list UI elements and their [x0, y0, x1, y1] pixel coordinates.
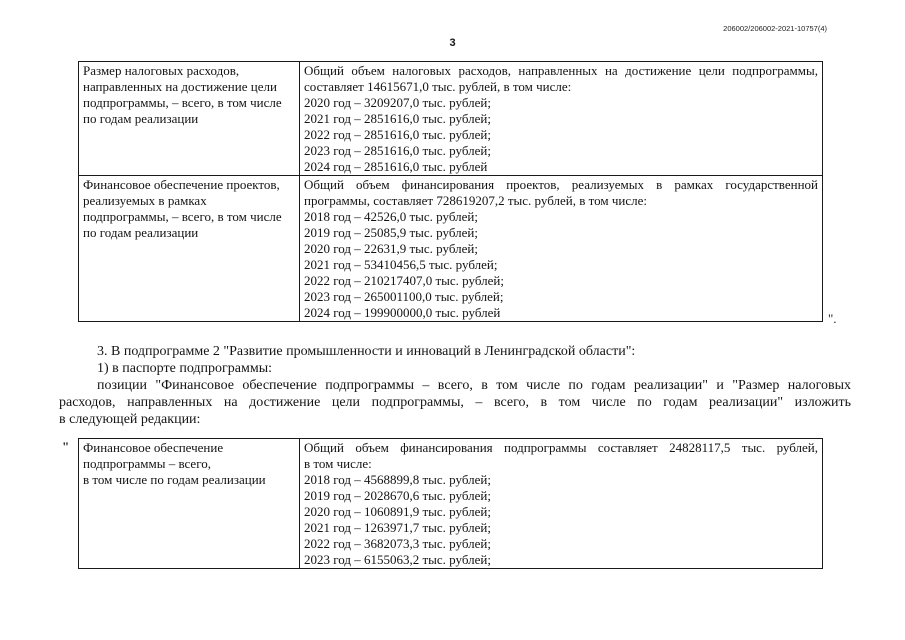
subsection-1: 1) в паспорте подпрограммы:: [97, 361, 273, 376]
row-label-line: Финансовое обеспечение проектов,: [83, 177, 280, 192]
row-value-cell: [300, 176, 823, 322]
year-amount: 2022 год – 2851616,0 тыс. рублей;: [304, 127, 491, 142]
instruction-line-1: позиции "Финансовое обеспечение подпрограммы – всего, в том числе по годам реализации" и "Размер налоговых: [97, 378, 851, 393]
year-amount: 2021 год – 53410456,5 тыс. рублей;: [304, 257, 498, 272]
year-amount: 2024 год – 199900000,0 тыс. рублей: [304, 305, 501, 320]
year-amount: 2023 год – 2851616,0 тыс. рублей;: [304, 143, 491, 158]
row-label-line: по годам реализации: [83, 111, 199, 126]
year-amount: 2018 год – 42526,0 тыс. рублей;: [304, 209, 478, 224]
year-amount: 2023 год – 6155063,2 тыс. рублей;: [304, 552, 491, 567]
row-label-line: в том числе по годам реализации: [83, 472, 266, 487]
year-amount: 2020 год – 1060891,9 тыс. рублей;: [304, 504, 491, 519]
row-label-line: реализуемых в рамках: [83, 193, 207, 208]
year-amount: 2019 год – 2028670,6 тыс. рублей;: [304, 488, 491, 503]
year-amount: 2020 год – 22631,9 тыс. рублей;: [304, 241, 478, 256]
value-intro-line: программы, составляет 728619207,2 тыс. рублей, в том числе:: [304, 193, 647, 208]
row-label-cell: [79, 62, 300, 176]
passport-table-1: [78, 61, 823, 322]
row-label-line: подпрограммы, – всего, в том числе: [83, 209, 282, 224]
year-amount: 2022 год – 210217407,0 тыс. рублей;: [304, 273, 504, 288]
row-label-cell: [79, 176, 300, 322]
opening-quote-mark: ": [62, 439, 70, 454]
year-amount: 2021 год – 1263971,7 тыс. рублей;: [304, 520, 491, 535]
value-intro-line: Общий объем финансирования подпрограммы составляет 24828117,5 тыс. рублей,: [304, 440, 818, 455]
row-value-cell: [300, 62, 823, 176]
table-row: [79, 439, 823, 569]
year-amount: 2019 год – 25085,9 тыс. рублей;: [304, 225, 478, 240]
year-amount: 2022 год – 3682073,3 тыс. рублей;: [304, 536, 491, 551]
year-amount: 2021 год – 2851616,0 тыс. рублей;: [304, 111, 491, 126]
year-amount: 2018 год – 4568899,8 тыс. рублей;: [304, 472, 491, 487]
row-label-cell: [79, 439, 300, 569]
value-intro-line: в том числе:: [304, 456, 372, 471]
table-row: [79, 176, 823, 322]
row-label-line: подпрограммы – всего,: [83, 456, 211, 471]
value-intro-line: составляет 14615671,0 тыс. рублей, в том числе:: [304, 79, 572, 94]
document-id: 206002/206002-2021-10757(4): [723, 24, 827, 33]
passport-table-2: [78, 438, 823, 569]
row-label-line: по годам реализации: [83, 225, 199, 240]
section-item-3: 3. В подпрограмме 2 "Развитие промышленности и инноваций в Ленинградской области":: [97, 344, 636, 359]
instruction-line-3: в следующей редакции:: [59, 412, 201, 427]
row-label-line: подпрограммы, – всего, в том числе: [83, 95, 282, 110]
value-intro-line: Общий объем налоговых расходов, направленных на достижение цели подпрограммы,: [304, 63, 818, 78]
closing-quote-mark: ".: [828, 311, 837, 326]
row-value-cell: [300, 439, 823, 569]
year-amount: 2024 год – 2851616,0 тыс. рублей: [304, 159, 488, 174]
instruction-line-2: расходов, направленных на достижение цели подпрограммы, – всего, в том числе по годам реализации" изложить: [59, 395, 851, 410]
year-amount: 2023 год – 265001100,0 тыс. рублей;: [304, 289, 504, 304]
row-label-line: Финансовое обеспечение: [83, 440, 224, 455]
page-number: 3: [449, 37, 456, 49]
year-amount: 2020 год – 3209207,0 тыс. рублей;: [304, 95, 491, 110]
row-label-line: направленных на достижение цели: [83, 79, 277, 94]
value-intro-line: Общий объем финансирования проектов, реализуемых в рамках государственной: [304, 177, 818, 192]
table-row: [79, 62, 823, 176]
row-label-line: Размер налоговых расходов,: [83, 63, 240, 78]
